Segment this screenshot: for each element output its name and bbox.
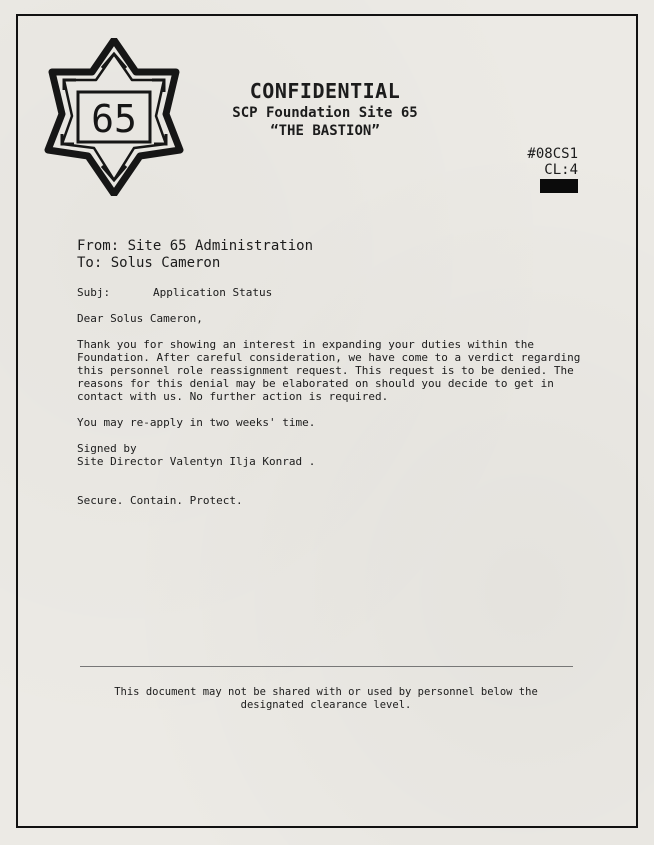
site-nickname: “THE BASTION” xyxy=(270,123,380,139)
greeting: Dear Solus Cameron, xyxy=(77,312,203,325)
subject-value: Application Status xyxy=(153,286,273,299)
letter-body xyxy=(77,238,582,507)
document-code: #08CS1 xyxy=(527,146,578,162)
subject-line xyxy=(77,286,582,299)
footer-divider xyxy=(80,666,573,667)
site-seal-logo xyxy=(44,38,184,196)
to-line: To: Solus Cameron xyxy=(77,255,221,271)
seal-number: 65 xyxy=(91,97,137,141)
subject-label: Subj: xyxy=(77,286,111,299)
paragraph-reapply: You may re-apply in two weeks' time. xyxy=(77,416,316,429)
document-title: CONFIDENTIAL xyxy=(249,79,401,103)
from-line: From: Site 65 Administration xyxy=(77,238,314,254)
foundation-motto: Secure. Contain. Protect. xyxy=(77,494,243,507)
signed-by-label: Signed by xyxy=(77,442,137,455)
footer-notice: This document may not be shared with or used by personnel below the designated clearance level. xyxy=(114,686,538,711)
site-name: SCP Foundation Site 65 xyxy=(232,105,418,121)
signatory-name: Site Director Valentyn Ilja Konrad . xyxy=(77,455,316,468)
reference-block xyxy=(490,146,578,194)
clearance-level: CL:4 xyxy=(544,162,578,178)
paragraph-decision: Thank you for showing an interest in expanding your duties within the Foundation. After careful consideration, we have come to a verdict regarding this personnel role reassignment request. This request is to be denied. The reasons for this denial may be elaborated on should you decide to get in contact with us. No further action is required. xyxy=(77,338,581,403)
redaction-bar xyxy=(540,179,578,193)
letterhead xyxy=(200,78,450,140)
